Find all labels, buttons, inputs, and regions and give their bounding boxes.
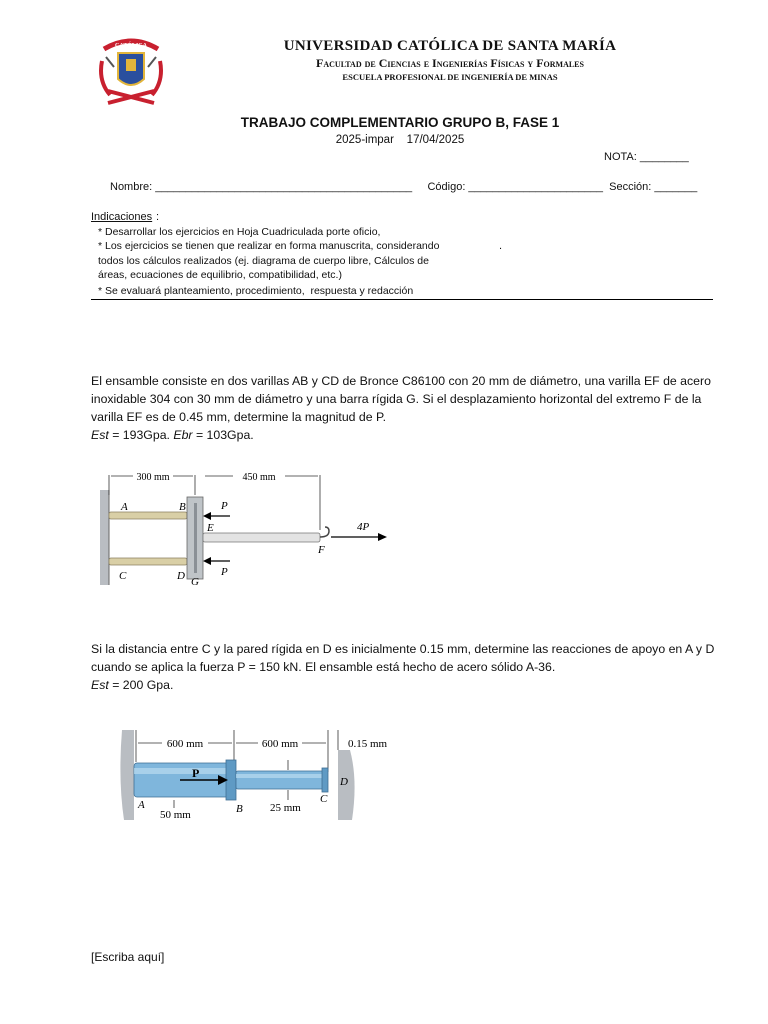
problem-1-text (91, 372, 721, 444)
label-p: P (192, 766, 200, 780)
gap-dimension: 0.15 mm (348, 738, 388, 750)
label-d: D (177, 570, 185, 582)
rod-ef (203, 533, 320, 542)
problem-1-statement: El ensamble consiste en dos varillas AB y CD de Bronce C86100 con 20 mm de diámetro, una varilla EF de acero inoxidable 304 con 30 mm de diámetro y una barra rígida G. Si el desplazamiento horizontal del extremo F de la varilla EF es de 0.45 mm, determine la magnitud de P. (91, 374, 711, 424)
rod-cd (109, 558, 187, 565)
instruction-line: * Los ejercicios se tienen que realizar en forma manuscrita, considerando (98, 240, 440, 252)
steel-modulus-value: = 193Gpa. (108, 428, 174, 442)
footer-placeholder: [Escriba aquí] (91, 950, 165, 964)
instruction-line: * Se evaluará planteamiento, procedimiento, respuesta y redacción (98, 285, 414, 297)
figure-problem-2 (112, 710, 412, 840)
label-g: G (191, 576, 199, 588)
diameter-25: 25 mm (270, 802, 301, 814)
label-a: A (138, 799, 145, 811)
label-e: E (207, 522, 214, 534)
term-date: 2025-impar 17/04/2025 (335, 134, 465, 146)
label-b: B (236, 803, 243, 815)
shaft-bc (236, 771, 326, 789)
student-info-line: Nombre: __________________________________________ Código: ______________________ Sección: _______ (110, 181, 698, 193)
university-logo (96, 31, 166, 111)
dimension-600-right: 600 mm (261, 738, 299, 750)
hook-icon (320, 527, 329, 537)
label-b: B (179, 501, 186, 513)
label-c: C (320, 793, 328, 805)
left-wall (120, 730, 134, 820)
section-divider (91, 299, 713, 300)
label-4p: 4P (357, 521, 370, 533)
instruction-line: áreas, ecuaciones de equilibrio, compatibilidad, etc.) (98, 269, 342, 281)
university-name: UNIVERSIDAD CATÓLICA DE SANTA MARÍA (283, 38, 617, 54)
problem-2-statement: Si la distancia entre C y la pared rígida en D es inicialmente 0.15 mm, determine las reacciones de apoyo en A y D cuando se aplica la fuerza P = 150 kN. El ensamble está hecho de acero sólido A-36. (91, 642, 715, 674)
a36-modulus-value: = 200 Gpa. (108, 678, 174, 692)
diameter-50: 50 mm (160, 809, 191, 821)
a36-modulus-symbol: Est (91, 678, 109, 692)
stray-mark: . (499, 240, 503, 252)
assignment-title: TRABAJO COMPLEMENTARIO GRUPO B, FASE 1 (240, 115, 560, 130)
problem-2-text (91, 640, 721, 694)
fixed-wall (100, 490, 109, 585)
label-c: C (119, 570, 127, 582)
label-f: F (318, 544, 325, 556)
label-a: A (121, 501, 128, 513)
school-name: ESCUELA PROFESIONAL DE INGENIERÍA DE MINAS (342, 72, 558, 82)
instructions-heading: Indicaciones (91, 211, 153, 223)
label-p-top: P (221, 500, 228, 512)
dimension-450: 450 mm (242, 472, 276, 483)
label-p-bottom: P (221, 566, 228, 578)
dimension-300: 300 mm (136, 472, 170, 483)
rod-ab (109, 512, 187, 519)
bronze-modulus-symbol: Ebr (173, 428, 193, 442)
instruction-line: * Desarrollar los ejercicios en Hoja Cuadriculada porte oficio, (98, 226, 381, 238)
dimension-600-left: 600 mm (166, 738, 204, 750)
logo-banner-text: CATÓLICA (115, 43, 147, 49)
label-d: D (340, 776, 348, 788)
bronze-modulus-value: = 103Gpa. (192, 428, 254, 442)
instruction-line: todos los cálculos realizados (ej. diagrama de cuerpo libre, Cálculos de (98, 255, 429, 267)
faculty-name: Facultad de Ciencias e Ingenierías Físicas y Formales (316, 56, 584, 70)
instructions-heading-colon: : (156, 211, 160, 223)
figure-problem-1 (95, 455, 405, 595)
grade-field: NOTA: ________ (604, 151, 689, 163)
steel-modulus-symbol: Est (91, 428, 109, 442)
